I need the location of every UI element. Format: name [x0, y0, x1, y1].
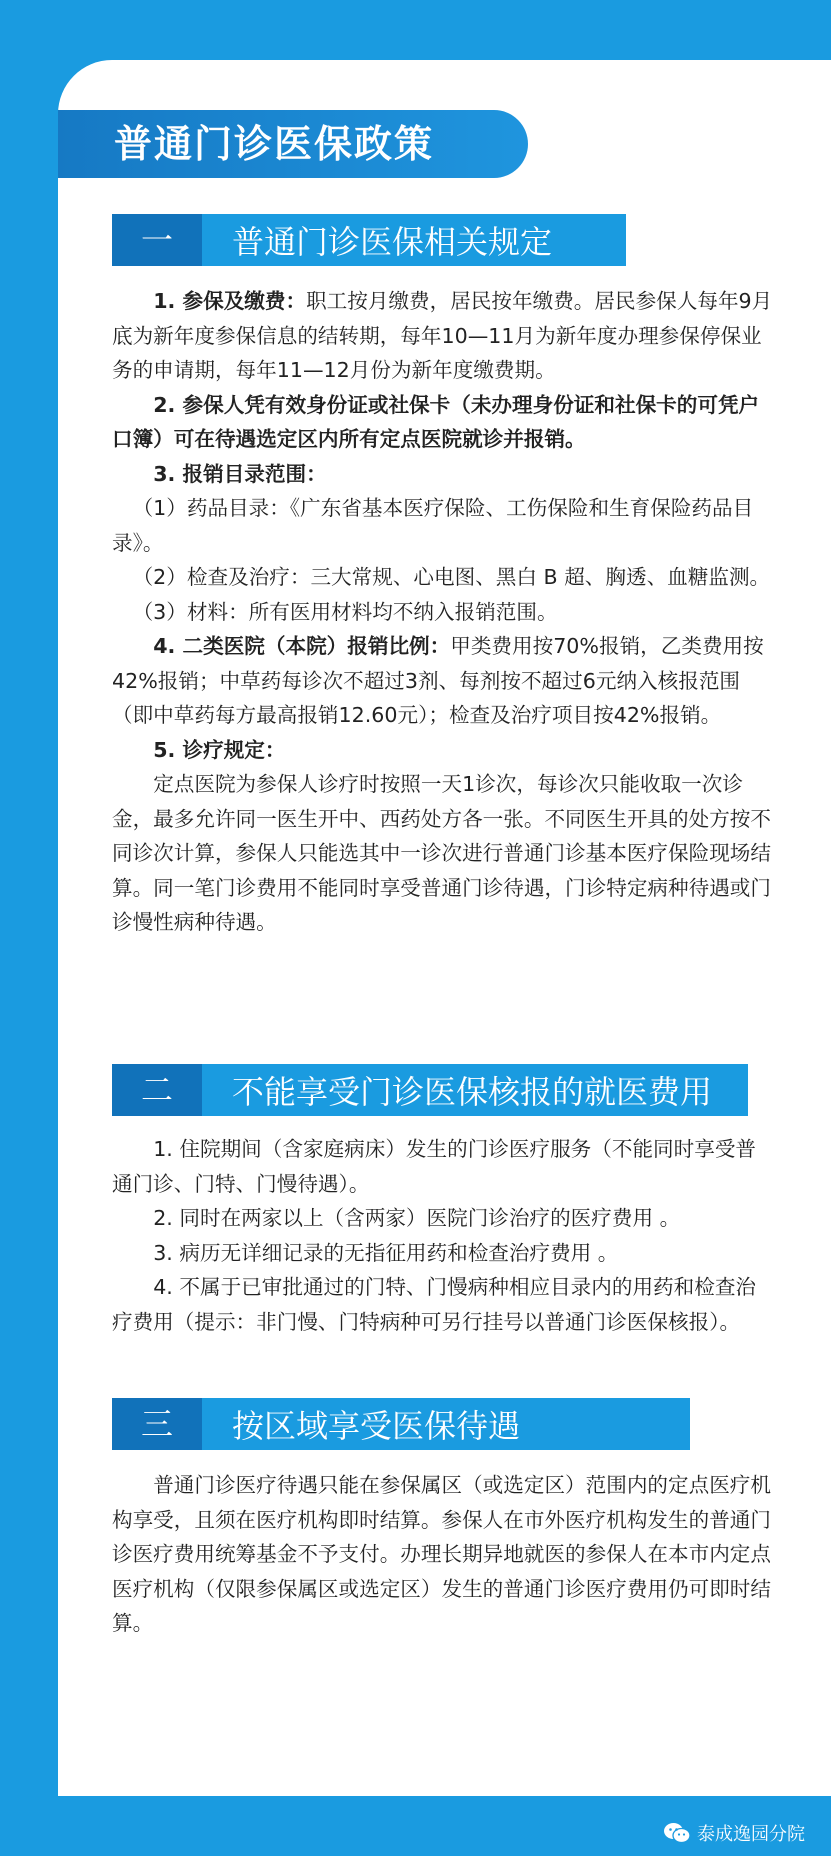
paragraph: 1. 住院期间（含家庭病床）发生的门诊医疗服务（不能同时享受普通门诊、门特、门慢待遇）。 — [112, 1137, 757, 1196]
paragraph: 3. 病历无详细记录的无指征用药和检查治疗费用 。 — [153, 1240, 619, 1265]
section-title: 普通门诊医保相关规定 — [232, 223, 553, 261]
page-title: 普通门诊医保政策 — [58, 110, 528, 178]
paragraph: 2. 同时在两家以上（含两家）医院门诊治疗的医疗费用 。 — [153, 1206, 681, 1230]
section-content-2 — [112, 1132, 776, 1339]
paragraph: （1）药品目录：《广东省基本医疗保险、工伤保险和生育保险药品目录》。 — [112, 496, 754, 555]
wechat-icon — [663, 1822, 691, 1844]
section-number: 二 — [112, 1064, 202, 1116]
paragraph: 4. 不属于已审批通过的门特、门慢病种相应目录内的用药和检查治疗费用（提示：非门慢、门特病种可另行挂号以普通门诊医保核报）。 — [112, 1275, 757, 1334]
paragraph: 4. 二类医院（本院）报销比例：甲类费用按70%报销，乙类费用按42%报销；中草药每诊次不超过3剂、每剂按不超过6元纳入核报范围（即中草药每方最高报销12.60元）；检查及治疗项目按42%报销。 — [112, 634, 764, 727]
paragraph: 普通门诊医疗待遇只能在参保属区（或选定区）范围内的定点医疗机构享受，且须在医疗机构即时结算。参保人在市外医疗机构发生的普通门诊医疗费用统筹基金不予支付。办理长期异地就医的参保人在本市内定点医疗机构（仅限参保属区或选定区）发生的普通门诊医疗费用仍可即时结算。 — [112, 1473, 771, 1635]
section-header-1 — [112, 214, 626, 266]
paragraph: 1. 参保及缴费：职工按月缴费，居民按年缴费。居民参保人每年9月底为新年度参保信息的结转期，每年10—11月为新年度办理参保停保业务的申请期，每年11—12月份为新年度缴费期。 — [112, 289, 773, 382]
section-content-1 — [112, 284, 776, 940]
paragraph: （3）材料：所有医用材料均不纳入报销范围。 — [132, 599, 558, 624]
section-title: 按区域享受医保待遇 — [232, 1407, 521, 1445]
paragraph: 5. 诊疗规定： — [153, 737, 286, 762]
paragraph: 3. 报销目录范围： — [153, 461, 327, 486]
section-content-3 — [112, 1468, 776, 1641]
paragraph: 2. 参保人凭有效身份证或社保卡（未办理身份证和社保卡的可凭户口簿）可在待遇选定区内所有定点医院就诊并报销。 — [112, 392, 760, 451]
section-number: 一 — [112, 214, 202, 266]
paragraph: （2）检查及治疗：三大常规、心电图、黑白 B 超、胸透、血糖监测。 — [132, 565, 771, 589]
paragraph: 定点医院为参保人诊疗时按照一天1诊次，每诊次只能收取一次诊金，最多允许同一医生开中、西药处方各一张。不同医生开具的处方按不同诊次计算，参保人只能选其中一诊次进行普通门诊基本医疗保险现场结算。同一笔门诊费用不能同时享受普通门诊待遇，门诊特定病种待遇或门诊慢性病种待遇。 — [112, 772, 771, 934]
footer-watermark — [663, 1820, 805, 1846]
footer-text: 泰成逸园分院 — [697, 1824, 805, 1845]
section-header-2 — [112, 1064, 748, 1116]
section-number: 三 — [112, 1398, 202, 1450]
section-header-3 — [112, 1398, 690, 1450]
section-title: 不能享受门诊医保核报的就医费用 — [232, 1073, 713, 1111]
